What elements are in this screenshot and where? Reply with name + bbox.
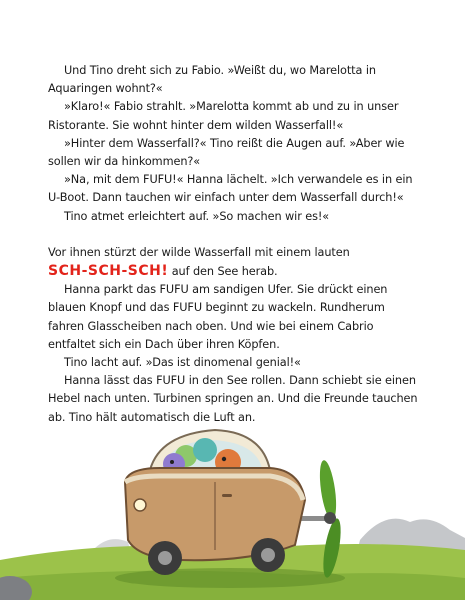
door-handle (222, 494, 232, 497)
dino-eye (170, 460, 174, 464)
paragraph-6-end: auf den See herab. (168, 265, 278, 279)
car-shadow (115, 568, 345, 588)
headlight (134, 499, 146, 511)
paragraph-9: Hanna lässt das FUFU in den See rollen. Dann schiebt sie einen Hebel nach unten. Turbinen springen an. Und die Freunde tauchen ab. Tino hält automatisch die Luft an. (48, 374, 418, 424)
paragraph-6-start: Vor ihnen stürzt der wilde Wasserfall mit einem lauten (48, 245, 350, 259)
rear-wheel-hub (261, 548, 275, 562)
story-text (48, 62, 420, 427)
front-wheel-hub (158, 551, 172, 565)
paragraph-6 (48, 244, 420, 281)
paragraph-8: Tino lacht auf. »Das ist dinomenal genial!« (64, 356, 301, 370)
propeller-blade-top (317, 459, 339, 520)
paragraph-2: »Klaro!« Fabio strahlt. »Marelotta kommt ab und zu in unser Ristorante. Sie wohnt hinter dem wilden Wasserfall!« (48, 100, 399, 132)
paragraph-7: Hanna parkt das FUFU am sandigen Ufer. Sie drückt einen blauen Knopf und das FUFU beginnt zu wackeln. Rundherum fahren Glasscheiben nach oben. Und wie bei einem Cabrio entfaltet sich ein Dach über ihren Köpfen. (48, 283, 388, 351)
paragraph-5: Tino atmet erleichtert auf. »So machen wir es!« (64, 209, 330, 223)
paragraph-3: »Hinter dem Wasserfall?« Tino reißt die Augen auf. »Aber wie sollen wir da hinkommen?« (48, 136, 405, 169)
dino-eye (222, 457, 226, 461)
paragraph-1: Und Tino dreht sich zu Fabio. »Weißt du, wo Marelotta in Aquaringen wohnt?« (48, 64, 376, 96)
propeller-hub (324, 512, 336, 524)
dino-teal-head (193, 438, 217, 462)
sound-effect: SCH-SCH-SCH! (48, 263, 169, 280)
fufu-car-illustration (0, 410, 465, 600)
paragraph-4: »Na, mit dem FUFU!« Hanna lächelt. »Ich verwandele es in ein U-Boot. Dann tauchen wir einfach unter dem Wasserfall durch!« (48, 173, 413, 205)
